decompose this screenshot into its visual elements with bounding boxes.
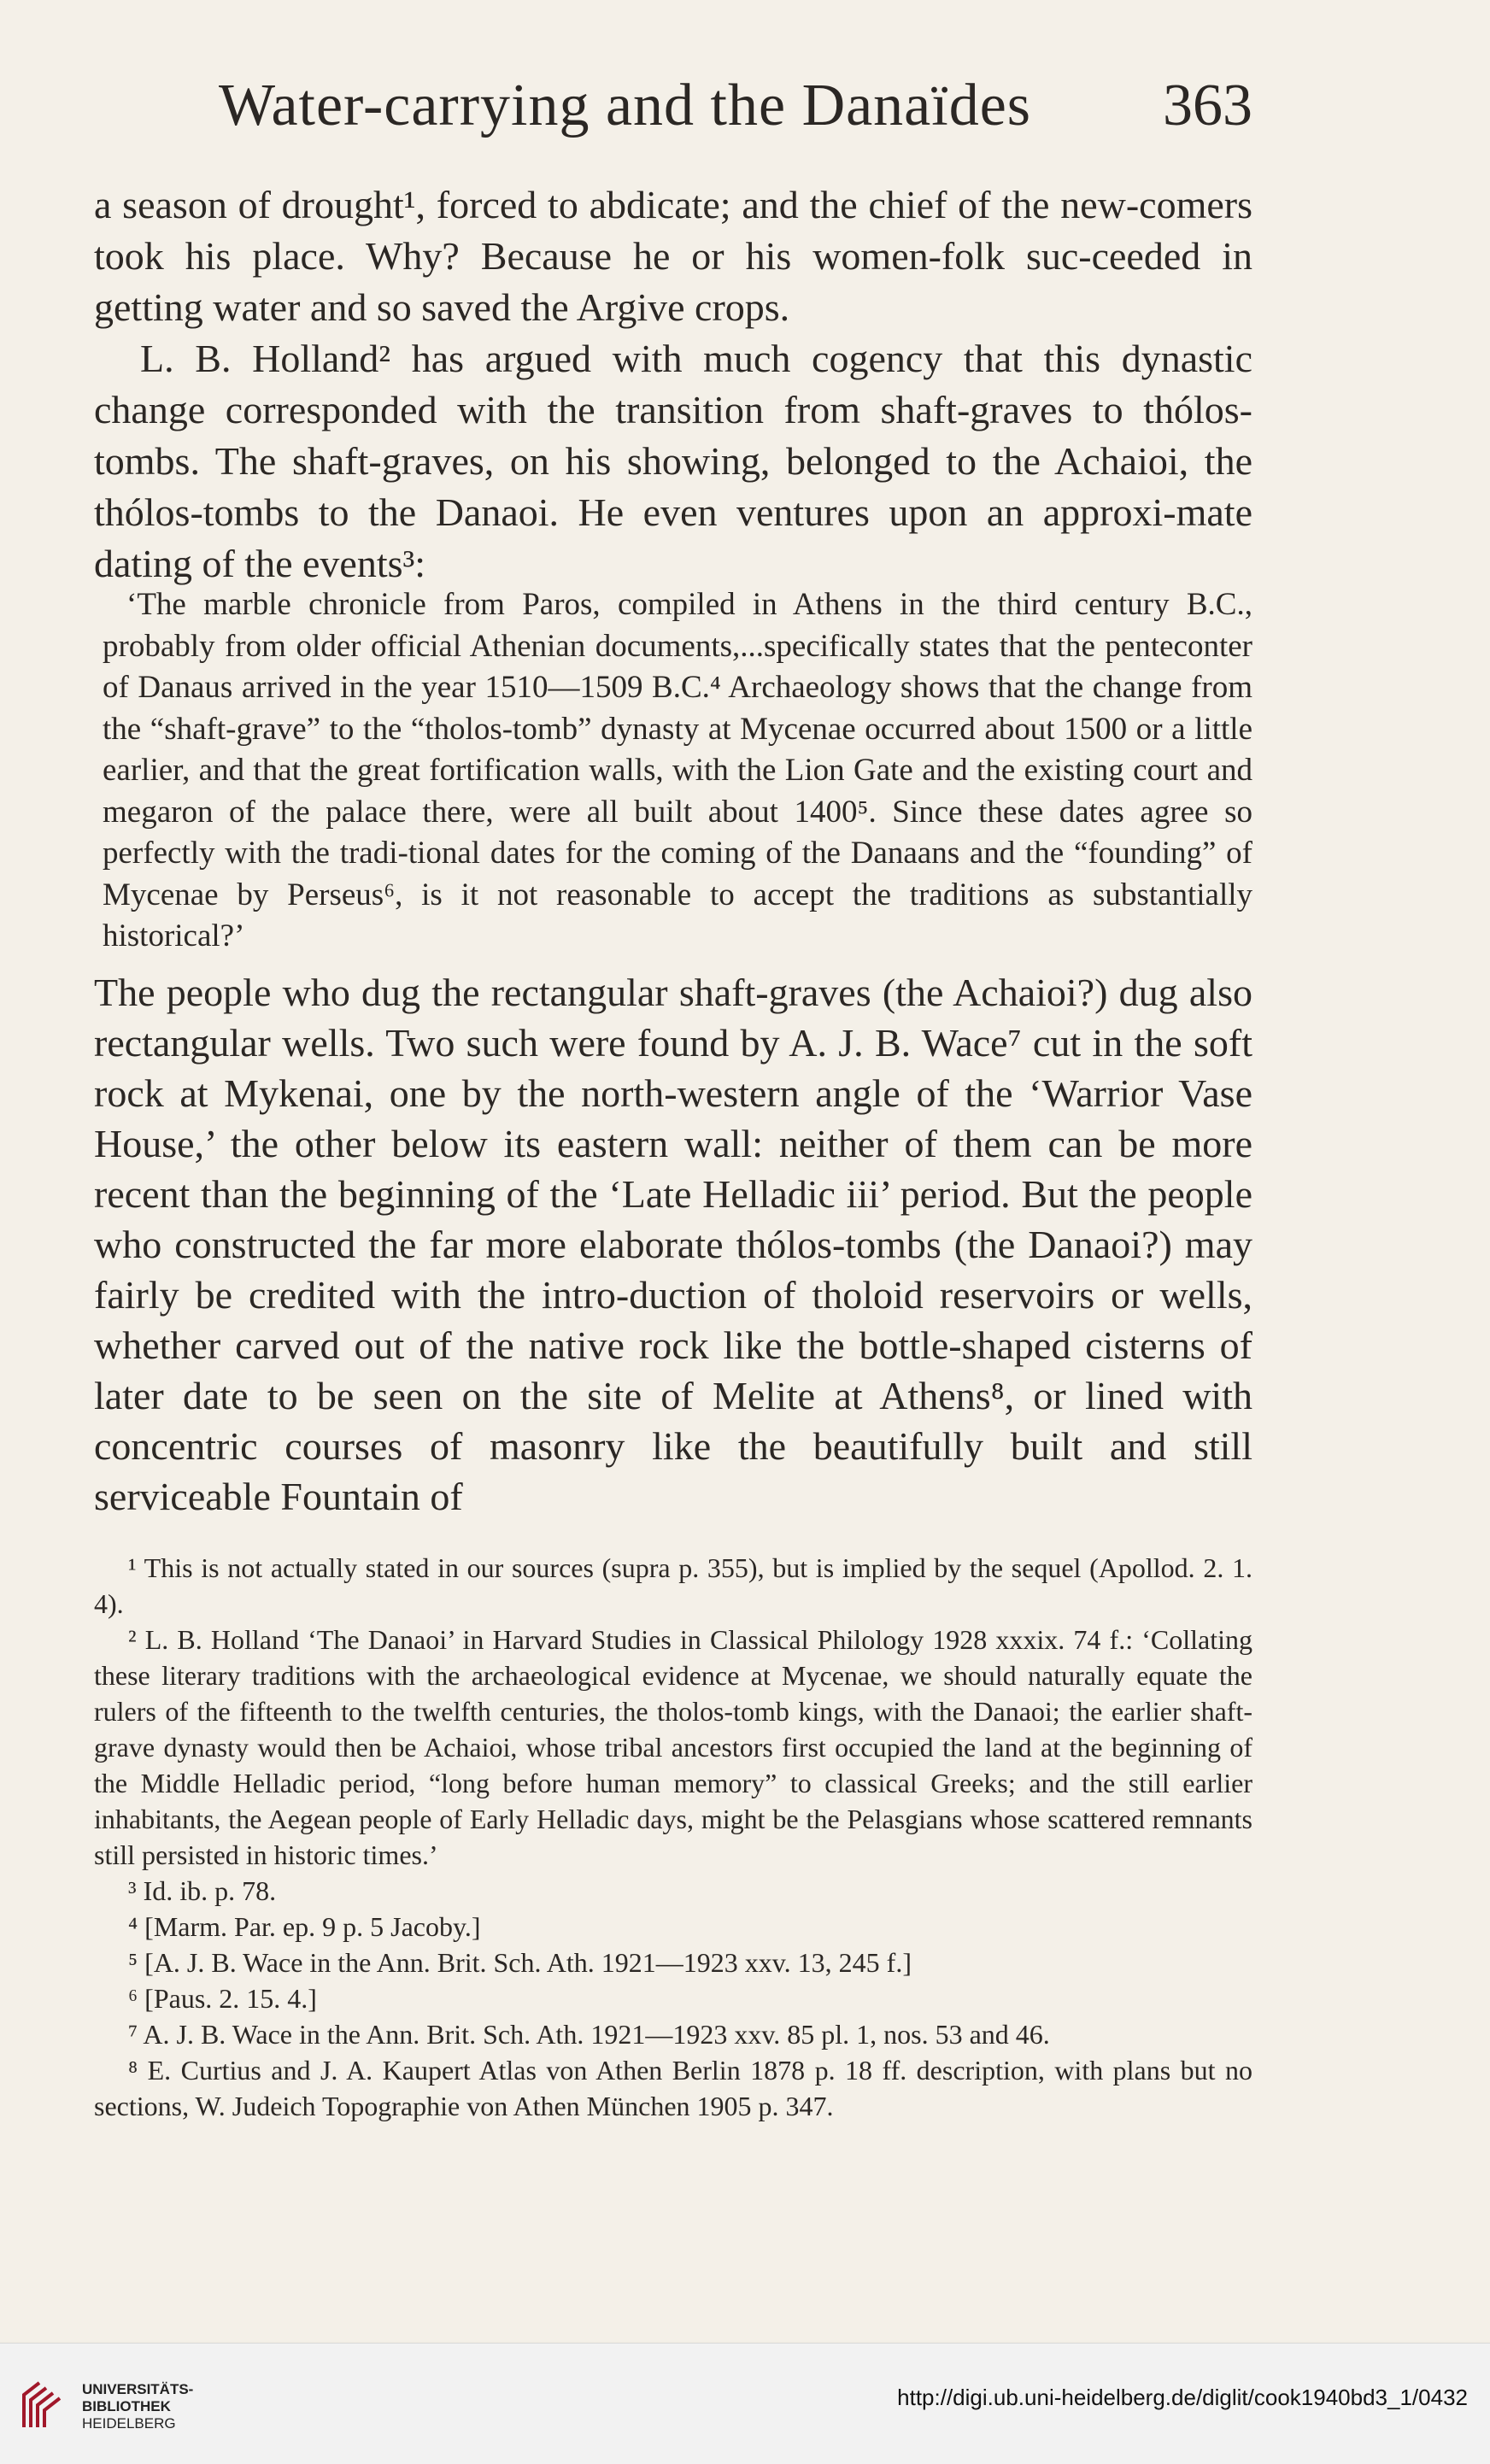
paragraph-1: a season of drought¹, forced to abdicate; and the chief of the new-comers took his place. Why? Because he or his women-folk suc-ceeded in getting water and so saved the Argive crops.: [94, 183, 1252, 329]
quote-text: ‘The marble chronicle from Paros, compiled in Athens in the third century B.C., probably from older official Athenian documents,...specifically states that the penteconter of Danaus arrived in the year 1510—1509 B.C.⁴ Archaeology shows that the change from the “shaft-grave” to the “tholos-tomb” dynasty at Mycenae occurred about 1500 or a little earlier, and that the great fortification walls, with the Lion Gate and the existing court and megaron of the palace there, were all built about 1400⁵. Since these dates agree so perfectly with the tradi-tional dates for the coming of the Danaans and the “founding” of Mycenae by Perseus⁶, is it not reasonable to accept the traditions as substantially historical?’: [103, 587, 1252, 953]
page-number: 363: [1163, 73, 1252, 138]
library-line-3: HEIDELBERG: [82, 2415, 176, 2432]
footnote-4: ⁴ [Marm. Par. ep. 9 p. 5 Jacoby.]: [128, 1911, 481, 1942]
footnote-3: ³ Id. ib. p. 78.: [128, 1875, 277, 1906]
main-text-bottom: [94, 967, 1252, 1522]
footnotes: [94, 1550, 1252, 2124]
footnote-6: ⁶ [Paus. 2. 15. 4.]: [128, 1983, 317, 2014]
viewer-footer: [0, 2343, 1490, 2464]
running-head: [219, 72, 1252, 154]
block-quote: [103, 584, 1252, 958]
main-text-top: [94, 179, 1252, 590]
chapter-title: Water-carrying and the Danaïdes: [219, 73, 1032, 138]
library-line-2: BIBLIOTHEK: [82, 2398, 171, 2414]
library-line-1: UNIVERSITÄTS-: [82, 2381, 194, 2397]
footnote-7: ⁷ A. J. B. Wace in the Ann. Brit. Sch. Ath. 1921—1923 xxv. 85 pl. 1, nos. 53 and 46.: [128, 2019, 1050, 2050]
library-logo-icon[interactable]: [19, 2378, 70, 2432]
library-name[interactable]: [82, 2381, 193, 2432]
footnote-1: ¹ This is not actually stated in our sources (supra p. 355), but is implied by the sequel (Apollod. 2. 1. 4).: [94, 1552, 1252, 1619]
page-url-link[interactable]: http://digi.ub.uni-heidelberg.de/diglit/cook1940bd3_1/0432: [897, 2385, 1468, 2410]
paragraph-3: The people who dug the rectangular shaft-graves (the Achaioi?) dug also rectangular wells. Two such were found by A. J. B. Wace⁷ cut in the soft rock at Mykenai, one by the north-western angle of the ‘Warrior Vase House,’ the other below its eastern wall: neither of them can be more recent than the beginning of the ‘Late Helladic iii’ period. But the people who constructed the far more elaborate thólos-tombs (the Danaoi?) may fairly be credited with the intro-duction of tholoid reservoirs or wells, whether carved out of the native rock like the bottle-shaped cisterns of later date to be seen on the site of Melite at Athens⁸, or lined with concentric courses of masonry like the beautifully built and still serviceable Fountain of: [94, 971, 1252, 1518]
footnote-2: ² L. B. Holland ‘The Danaoi’ in Harvard Studies in Classical Philology 1928 xxxix. 74 f.: ‘Collating these literary traditions with the archaeological evidence at Mycenae, we should naturally equate the rulers of the fifteenth to the twelfth centuries, the tholos-tomb kings, with the Danaoi; the earlier shaft-grave dynasty would then be Achaioi, whose tribal ancestors first occupied the land at the beginning of the Middle Helladic period, “long before human memory” to classical Greeks; and the still earlier inhabitants, the Aegean people of Early Helladic days, might be the Pelasgians whose scattered remnants still persisted in historic times.’: [94, 1624, 1252, 1870]
footnote-8: ⁸ E. Curtius and J. A. Kaupert Atlas von Athen Berlin 1878 p. 18 ff. description, with plans but no sections, W. Judeich Topographie von Athen München 1905 p. 347.: [94, 2055, 1252, 2121]
paragraph-2: L. B. Holland² has argued with much cogency that this dynastic change corresponded with the transition from shaft-graves to thólos-tombs. The shaft-graves, on his showing, belonged to the Achaioi, the thólos-tombs to the Danaoi. He even ventures upon an approxi-mate dating of the events³:: [94, 337, 1252, 585]
footnote-5: ⁵ [A. J. B. Wace in the Ann. Brit. Sch. Ath. 1921—1923 xxv. 13, 245 f.]: [128, 1947, 912, 1978]
